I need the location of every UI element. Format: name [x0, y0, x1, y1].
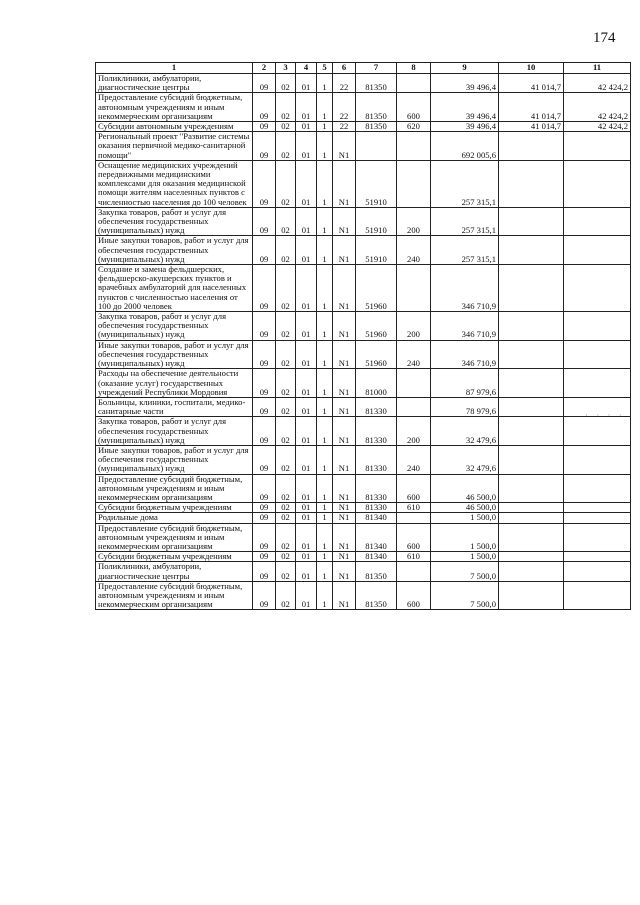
row-cell-c9: 46 500,0 [431, 474, 499, 503]
row-cell-c8: 240 [397, 445, 431, 474]
row-cell-c3: 02 [276, 397, 296, 416]
row-cell-c10 [499, 397, 564, 416]
row-cell-c2: 09 [253, 581, 276, 610]
row-cell-c2: 09 [253, 160, 276, 207]
row-cell-c4: 01 [296, 581, 317, 610]
row-cell-c9: 257 315,1 [431, 207, 499, 236]
row-cell-c11 [564, 503, 631, 513]
header-cell: 1 [96, 63, 253, 74]
row-cell-c7: 51960 [356, 265, 397, 312]
row-name-cell: Региональный проект "Развитие системы оказания первичной медико-санитарной помощи" [96, 132, 253, 161]
row-cell-c6: N1 [333, 369, 356, 398]
row-name-cell: Субсидии бюджетным учреждениям [96, 552, 253, 562]
row-cell-c3: 02 [276, 369, 296, 398]
row-name-cell: Оснащение медицинских учреждений передвижными медицинскими комплексами для оказания медицинской помощи жителям населенных пунктов с численностью населения до 100 человек [96, 160, 253, 207]
table-row [96, 397, 631, 416]
row-cell-c10: 41 014,7 [499, 74, 564, 93]
row-cell-c7: 81340 [356, 513, 397, 523]
row-cell-c3: 02 [276, 562, 296, 581]
row-cell-c9: 7 500,0 [431, 581, 499, 610]
row-cell-c11 [564, 207, 631, 236]
row-cell-c3: 02 [276, 523, 296, 552]
row-cell-c9: 7 500,0 [431, 562, 499, 581]
row-cell-c11 [564, 132, 631, 161]
row-cell-c7: 51910 [356, 160, 397, 207]
row-cell-c5: 1 [317, 74, 333, 93]
row-cell-c11 [564, 236, 631, 265]
row-cell-c8 [397, 265, 431, 312]
row-cell-c5: 1 [317, 513, 333, 523]
row-cell-c11 [564, 445, 631, 474]
row-cell-c4: 01 [296, 445, 317, 474]
row-cell-c7: 81330 [356, 417, 397, 446]
header-cell: 3 [276, 63, 296, 74]
row-cell-c5: 1 [317, 340, 333, 369]
row-name-cell: Предоставление субсидий бюджетным, автономным учреждениям и иным некоммерческим организациям [96, 474, 253, 503]
row-cell-c5: 1 [317, 397, 333, 416]
row-cell-c8: 600 [397, 581, 431, 610]
row-cell-c4: 01 [296, 265, 317, 312]
row-name-cell: Иные закупки товаров, работ и услуг для обеспечения государственных (муниципальных) нужд [96, 236, 253, 265]
row-cell-c3: 02 [276, 581, 296, 610]
row-cell-c6: N1 [333, 236, 356, 265]
header-cell: 2 [253, 63, 276, 74]
row-cell-c11 [564, 160, 631, 207]
row-cell-c7 [356, 132, 397, 161]
row-cell-c4: 01 [296, 236, 317, 265]
row-cell-c8: 600 [397, 93, 431, 122]
row-name-cell: Закупка товаров, работ и услуг для обеспечения государственных (муниципальных) нужд [96, 207, 253, 236]
row-cell-c7: 81330 [356, 474, 397, 503]
row-name-cell: Предоставление субсидий бюджетным, автономным учреждениям и иным некоммерческим организациям [96, 523, 253, 552]
row-cell-c6: N1 [333, 207, 356, 236]
row-cell-c8 [397, 132, 431, 161]
row-cell-c2: 09 [253, 74, 276, 93]
row-cell-c6: N1 [333, 513, 356, 523]
row-cell-c2: 09 [253, 474, 276, 503]
table-row [96, 93, 631, 122]
row-cell-c5: 1 [317, 581, 333, 610]
row-name-cell: Родильные дома [96, 513, 253, 523]
row-name-cell: Субсидии бюджетным учреждениям [96, 503, 253, 513]
row-cell-c10 [499, 369, 564, 398]
table-row [96, 445, 631, 474]
row-cell-c8: 200 [397, 417, 431, 446]
row-cell-c9: 1 500,0 [431, 513, 499, 523]
row-cell-c10 [499, 160, 564, 207]
row-cell-c10 [499, 236, 564, 265]
row-cell-c5: 1 [317, 417, 333, 446]
row-name-cell: Предоставление субсидий бюджетным, автономным учреждениям и иным некоммерческим организациям [96, 581, 253, 610]
row-cell-c6: 22 [333, 122, 356, 132]
row-cell-c8: 600 [397, 523, 431, 552]
row-cell-c8 [397, 369, 431, 398]
scan-noise: · · · · [585, 410, 625, 420]
row-cell-c11: 42 424,2 [564, 122, 631, 132]
row-cell-c8: 200 [397, 312, 431, 341]
row-cell-c2: 09 [253, 236, 276, 265]
row-cell-c2: 09 [253, 513, 276, 523]
row-cell-c2: 09 [253, 417, 276, 446]
row-cell-c4: 01 [296, 552, 317, 562]
row-cell-c11 [564, 552, 631, 562]
row-cell-c4: 01 [296, 340, 317, 369]
row-cell-c3: 02 [276, 236, 296, 265]
table-row [96, 513, 631, 523]
row-cell-c8: 610 [397, 503, 431, 513]
table-row [96, 417, 631, 446]
row-cell-c5: 1 [317, 503, 333, 513]
row-name-cell: Расходы на обеспечение деятельности (оказание услуг) государственных учреждений Республики Мордовия [96, 369, 253, 398]
row-cell-c5: 1 [317, 236, 333, 265]
row-cell-c2: 09 [253, 265, 276, 312]
table-row [96, 132, 631, 161]
table-row [96, 236, 631, 265]
row-cell-c11: 42 424,2 [564, 74, 631, 93]
table-row [96, 74, 631, 93]
table-row [96, 581, 631, 610]
row-cell-c6: N1 [333, 445, 356, 474]
row-cell-c3: 02 [276, 265, 296, 312]
row-cell-c7: 81350 [356, 74, 397, 93]
row-cell-c3: 02 [276, 513, 296, 523]
row-cell-c4: 01 [296, 562, 317, 581]
row-cell-c7: 51960 [356, 340, 397, 369]
row-cell-c10 [499, 445, 564, 474]
table-body [96, 74, 631, 610]
row-cell-c3: 02 [276, 445, 296, 474]
row-cell-c6: N1 [333, 397, 356, 416]
row-cell-c6: N1 [333, 581, 356, 610]
row-cell-c10 [499, 513, 564, 523]
row-cell-c9: 39 496,4 [431, 122, 499, 132]
row-cell-c6: N1 [333, 552, 356, 562]
row-cell-c11 [564, 513, 631, 523]
row-cell-c6: N1 [333, 160, 356, 207]
table-row [96, 312, 631, 341]
row-cell-c4: 01 [296, 369, 317, 398]
row-cell-c8: 600 [397, 474, 431, 503]
row-cell-c8 [397, 562, 431, 581]
row-cell-c2: 09 [253, 122, 276, 132]
row-name-cell: Закупка товаров, работ и услуг для обеспечения государственных (муниципальных) нужд [96, 312, 253, 341]
row-cell-c9: 1 500,0 [431, 523, 499, 552]
row-cell-c10: 41 014,7 [499, 122, 564, 132]
row-cell-c4: 01 [296, 160, 317, 207]
row-cell-c9: 78 979,6 [431, 397, 499, 416]
table-row [96, 369, 631, 398]
row-cell-c8: 240 [397, 340, 431, 369]
header-row [96, 63, 631, 74]
row-name-cell: Создание и замена фельдшерских, фельдшерско-акушерских пунктов и врачебных амбулаторий для населенных пунктов с численностью населения от 100 до 2000 человек [96, 265, 253, 312]
table-row [96, 562, 631, 581]
row-cell-c4: 01 [296, 122, 317, 132]
table-row [96, 523, 631, 552]
row-cell-c7: 51960 [356, 312, 397, 341]
row-cell-c2: 09 [253, 369, 276, 398]
page-number: 174 [593, 30, 616, 46]
table-row [96, 474, 631, 503]
row-cell-c7: 81000 [356, 369, 397, 398]
table-row [96, 122, 631, 132]
row-cell-c11 [564, 562, 631, 581]
row-cell-c4: 01 [296, 207, 317, 236]
row-cell-c7: 81350 [356, 562, 397, 581]
row-cell-c3: 02 [276, 503, 296, 513]
row-cell-c10 [499, 417, 564, 446]
table-row [96, 503, 631, 513]
row-name-cell: Закупка товаров, работ и услуг для обеспечения государственных (муниципальных) нужд [96, 417, 253, 446]
row-cell-c7: 81340 [356, 523, 397, 552]
row-cell-c10 [499, 503, 564, 513]
table-row [96, 552, 631, 562]
row-cell-c9: 39 496,4 [431, 74, 499, 93]
row-cell-c7: 51910 [356, 236, 397, 265]
row-cell-c4: 01 [296, 93, 317, 122]
row-cell-c2: 09 [253, 445, 276, 474]
row-cell-c4: 01 [296, 523, 317, 552]
row-name-cell: Больницы, клиники, госпитали, медико-санитарные части [96, 397, 253, 416]
row-cell-c11: 42 424,2 [564, 93, 631, 122]
header-cell: 11 [564, 63, 631, 74]
row-cell-c9: 39 496,4 [431, 93, 499, 122]
table-row [96, 340, 631, 369]
row-cell-c5: 1 [317, 93, 333, 122]
row-cell-c7: 81330 [356, 503, 397, 513]
row-cell-c2: 09 [253, 207, 276, 236]
row-cell-c6: N1 [333, 474, 356, 503]
row-name-cell: Поликлиники, амбулатории, диагностические центры [96, 562, 253, 581]
row-cell-c2: 09 [253, 132, 276, 161]
row-cell-c10 [499, 312, 564, 341]
row-cell-c10 [499, 474, 564, 503]
row-cell-c6: N1 [333, 523, 356, 552]
row-name-cell: Предоставление субсидий бюджетным, автономным учреждениям и иным некоммерческим организациям [96, 93, 253, 122]
row-cell-c3: 02 [276, 93, 296, 122]
row-cell-c9: 346 710,9 [431, 312, 499, 341]
header-cell: 4 [296, 63, 317, 74]
row-cell-c7: 81330 [356, 445, 397, 474]
table-row [96, 160, 631, 207]
row-cell-c4: 01 [296, 513, 317, 523]
row-cell-c6: 22 [333, 93, 356, 122]
row-cell-c10 [499, 562, 564, 581]
row-cell-c4: 01 [296, 312, 317, 341]
row-cell-c6: N1 [333, 503, 356, 513]
row-cell-c9: 32 479,6 [431, 445, 499, 474]
row-cell-c10 [499, 132, 564, 161]
row-cell-c11 [564, 417, 631, 446]
row-cell-c9: 46 500,0 [431, 503, 499, 513]
row-cell-c8: 200 [397, 207, 431, 236]
row-name-cell: Иные закупки товаров, работ и услуг для обеспечения государственных (муниципальных) нужд [96, 445, 253, 474]
row-cell-c5: 1 [317, 369, 333, 398]
row-cell-c2: 09 [253, 340, 276, 369]
row-cell-c3: 02 [276, 312, 296, 341]
row-cell-c2: 09 [253, 552, 276, 562]
header-cell: 5 [317, 63, 333, 74]
row-cell-c9: 346 710,9 [431, 340, 499, 369]
row-cell-c9: 346 710,9 [431, 265, 499, 312]
row-cell-c6: N1 [333, 132, 356, 161]
table-row [96, 265, 631, 312]
row-cell-c4: 01 [296, 397, 317, 416]
row-cell-c5: 1 [317, 474, 333, 503]
row-cell-c9: 692 005,6 [431, 132, 499, 161]
row-cell-c5: 1 [317, 160, 333, 207]
row-cell-c5: 1 [317, 552, 333, 562]
row-cell-c7: 81350 [356, 122, 397, 132]
row-cell-c8: 620 [397, 122, 431, 132]
row-cell-c5: 1 [317, 312, 333, 341]
row-cell-c7: 81350 [356, 581, 397, 610]
row-cell-c8: 610 [397, 552, 431, 562]
header-cell: 7 [356, 63, 397, 74]
row-cell-c2: 09 [253, 397, 276, 416]
table-row [96, 207, 631, 236]
row-cell-c5: 1 [317, 562, 333, 581]
row-cell-c10 [499, 340, 564, 369]
row-cell-c3: 02 [276, 132, 296, 161]
row-cell-c3: 02 [276, 552, 296, 562]
row-cell-c9: 257 315,1 [431, 160, 499, 207]
row-cell-c10: 41 014,7 [499, 93, 564, 122]
row-cell-c9: 1 500,0 [431, 552, 499, 562]
row-name-cell: Поликлиники, амбулатории, диагностические центры [96, 74, 253, 93]
row-cell-c2: 09 [253, 312, 276, 341]
row-cell-c4: 01 [296, 474, 317, 503]
row-cell-c11 [564, 369, 631, 398]
row-cell-c11 [564, 474, 631, 503]
row-cell-c8 [397, 397, 431, 416]
row-cell-c7: 51910 [356, 207, 397, 236]
row-cell-c5: 1 [317, 445, 333, 474]
row-cell-c7: 81340 [356, 552, 397, 562]
row-cell-c10 [499, 552, 564, 562]
row-cell-c5: 1 [317, 523, 333, 552]
row-cell-c6: 22 [333, 74, 356, 93]
row-cell-c11 [564, 581, 631, 610]
row-cell-c11 [564, 340, 631, 369]
row-cell-c10 [499, 265, 564, 312]
row-cell-c6: N1 [333, 340, 356, 369]
row-cell-c10 [499, 581, 564, 610]
row-cell-c5: 1 [317, 207, 333, 236]
row-cell-c4: 01 [296, 74, 317, 93]
row-cell-c5: 1 [317, 122, 333, 132]
row-cell-c8 [397, 513, 431, 523]
row-cell-c11 [564, 312, 631, 341]
row-cell-c5: 1 [317, 132, 333, 161]
row-cell-c7: 81330 [356, 397, 397, 416]
row-cell-c6: N1 [333, 417, 356, 446]
row-cell-c3: 02 [276, 207, 296, 236]
row-cell-c9: 87 979,6 [431, 369, 499, 398]
budget-table [95, 62, 631, 610]
header-cell: 10 [499, 63, 564, 74]
row-cell-c3: 02 [276, 160, 296, 207]
row-cell-c5: 1 [317, 265, 333, 312]
row-cell-c6: N1 [333, 312, 356, 341]
row-cell-c4: 01 [296, 503, 317, 513]
row-cell-c9: 32 479,6 [431, 417, 499, 446]
header-cell: 8 [397, 63, 431, 74]
row-cell-c11 [564, 523, 631, 552]
header-cell: 9 [431, 63, 499, 74]
row-cell-c10 [499, 207, 564, 236]
row-cell-c8: 240 [397, 236, 431, 265]
row-cell-c2: 09 [253, 562, 276, 581]
row-cell-c8 [397, 74, 431, 93]
row-cell-c11 [564, 265, 631, 312]
row-cell-c2: 09 [253, 93, 276, 122]
row-cell-c2: 09 [253, 503, 276, 513]
row-cell-c9: 257 315,1 [431, 236, 499, 265]
row-cell-c3: 02 [276, 122, 296, 132]
row-cell-c3: 02 [276, 417, 296, 446]
row-cell-c10 [499, 523, 564, 552]
row-cell-c2: 09 [253, 523, 276, 552]
row-cell-c7: 81350 [356, 93, 397, 122]
row-cell-c6: N1 [333, 562, 356, 581]
row-cell-c4: 01 [296, 132, 317, 161]
row-name-cell: Субсидии автономным учреждениям [96, 122, 253, 132]
row-cell-c3: 02 [276, 340, 296, 369]
row-cell-c3: 02 [276, 74, 296, 93]
row-cell-c3: 02 [276, 474, 296, 503]
row-name-cell: Иные закупки товаров, работ и услуг для обеспечения государственных (муниципальных) нужд [96, 340, 253, 369]
row-cell-c8 [397, 160, 431, 207]
header-cell: 6 [333, 63, 356, 74]
row-cell-c6: N1 [333, 265, 356, 312]
row-cell-c4: 01 [296, 417, 317, 446]
